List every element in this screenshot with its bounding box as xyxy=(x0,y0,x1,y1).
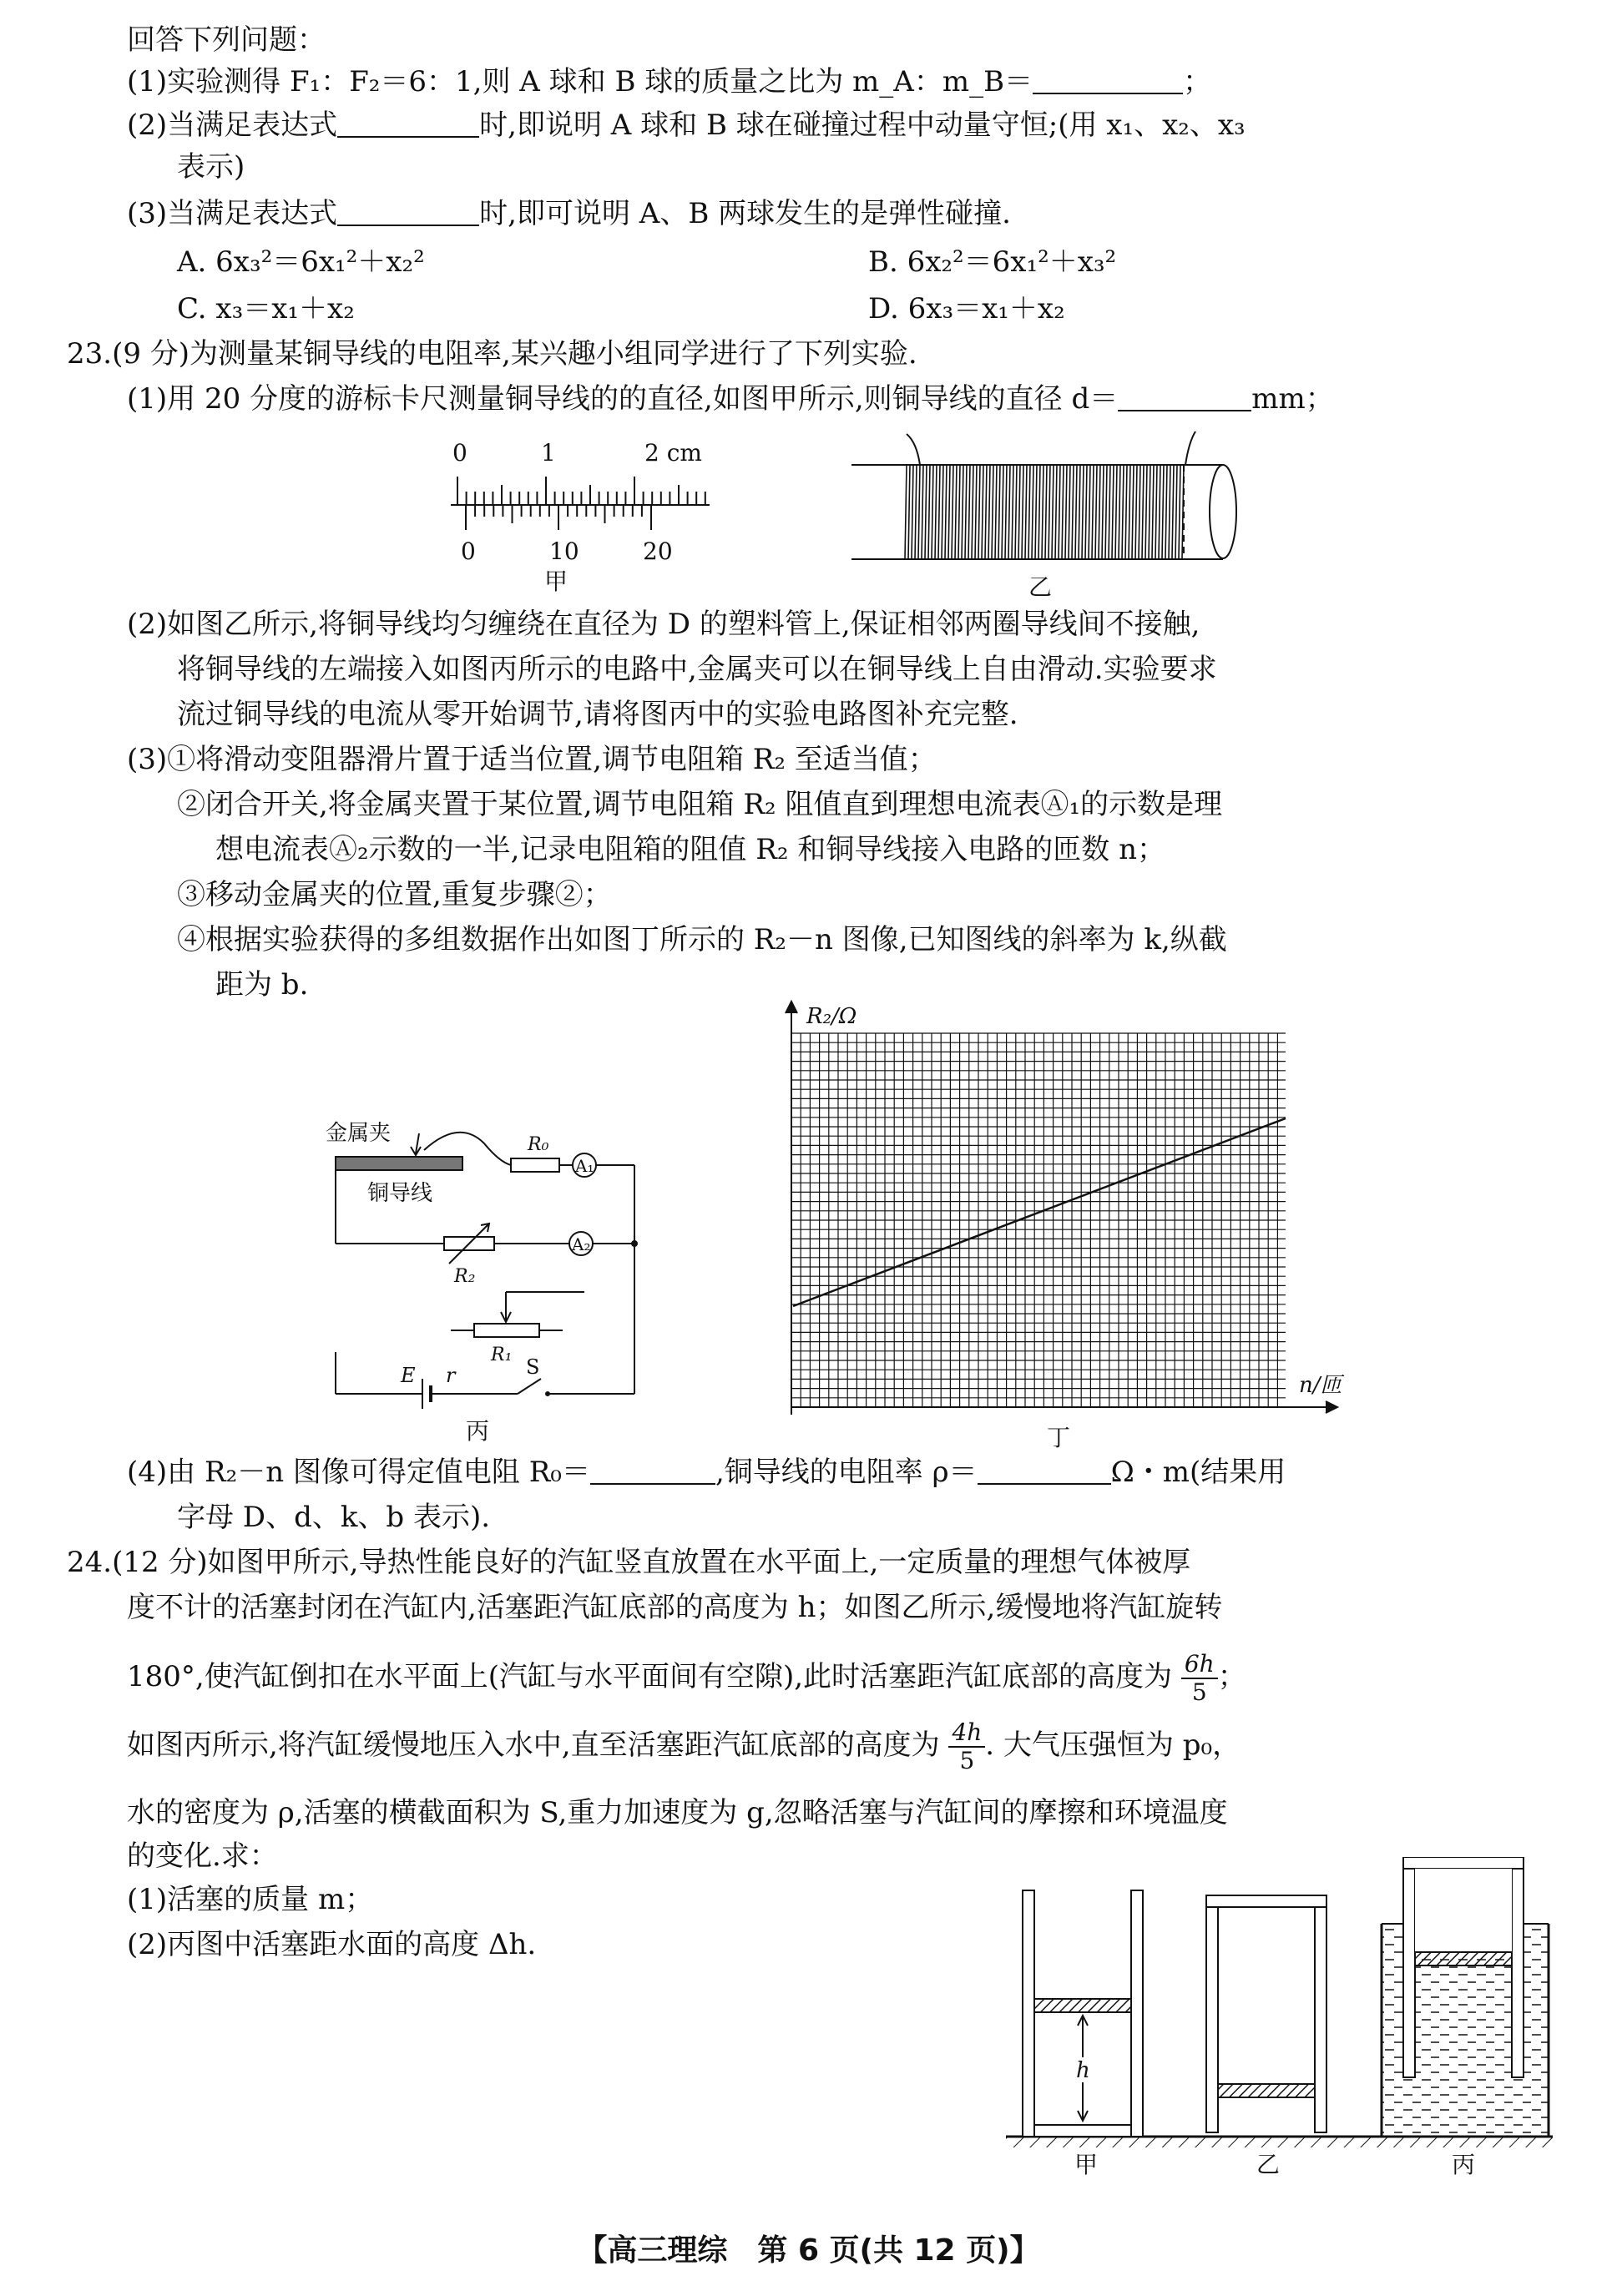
q22-part3-text2: 时,即可说明 A、B 两球发生的是弹性碰撞. xyxy=(479,197,1011,230)
q23-part4-text: (4)由 R₂－n 图像可得定值电阻 R₀＝ xyxy=(127,1456,590,1489)
scale-label: 0 xyxy=(452,439,467,467)
coil-winding xyxy=(938,465,940,559)
coil-winding xyxy=(1175,465,1177,559)
q24-line4-end: . 大气压强恒为 p₀， xyxy=(985,1728,1241,1762)
coil-winding xyxy=(1139,465,1140,559)
q23-part2-line1: (2)如图乙所示,将铜导线均匀缠绕在直径为 D 的塑料管上,保证相邻两圈导线间不接触, xyxy=(127,608,1200,641)
q22-part3 xyxy=(127,197,1011,230)
vernier-label: 20 xyxy=(643,537,673,565)
coil-winding xyxy=(978,465,980,559)
figure-caption: 乙 xyxy=(1256,2151,1281,2178)
coil-winding xyxy=(1055,465,1057,559)
coil-winding xyxy=(1145,465,1147,559)
cylinder-figures xyxy=(1006,1857,1557,2178)
q22-part1-end: ； xyxy=(1183,65,1212,98)
coil-winding xyxy=(908,465,910,559)
coil-winding xyxy=(982,465,983,559)
coil-winding xyxy=(1015,465,1017,559)
a1-label: A₁ xyxy=(575,1156,594,1176)
cylinder-upright xyxy=(1023,1890,1143,2137)
r1-label: R₁ xyxy=(491,1345,513,1365)
switch-label: S xyxy=(526,1355,540,1379)
coil-winding xyxy=(972,465,973,559)
q23-part1 xyxy=(127,382,1334,416)
answer-blank[interactable] xyxy=(978,1458,1111,1485)
coil-winding xyxy=(942,465,943,559)
q23-part3-line3: 想电流表Ⓐ₂示数的一半,记录电阻箱的阻值 R₂ 和铜导线接入电路的匝数 n； xyxy=(215,833,1165,866)
q23-part3-line1: (3)①将滑动变阻器滑片置于适当位置,调节电阻箱 R₂ 至适当值； xyxy=(127,743,937,776)
coil-winding xyxy=(935,465,937,559)
q23-part2-line2: 将铜导线的左端接入如图丙所示的电路中,金属夹可以在铜导线上自由滑动.实验要求 xyxy=(177,653,1217,686)
option-d: D. 6x₃＝x₁＋x₂ xyxy=(868,292,1065,325)
q24-line5: 水的密度为 ρ,活塞的横截面积为 S,重力加速度为 g,忽略活塞与汽缸间的摩擦和环境温度 xyxy=(127,1796,1228,1829)
figure-caption: 甲 xyxy=(544,568,568,593)
cylinder-inverted xyxy=(1206,1895,1326,2132)
coil-winding xyxy=(1162,465,1164,559)
coil-winding xyxy=(1155,465,1157,559)
coil-winding xyxy=(915,465,917,559)
piston xyxy=(1415,1952,1512,1965)
coil-winding xyxy=(1018,465,1020,559)
coil-winding xyxy=(965,465,967,559)
fraction-6h-5 xyxy=(1181,1651,1218,1706)
coil-winding xyxy=(1072,465,1074,559)
switch xyxy=(518,1379,541,1394)
coil-tube-figure xyxy=(843,421,1244,601)
coil-winding xyxy=(948,465,950,559)
coil-winding xyxy=(1095,465,1097,559)
coil-winding xyxy=(912,465,913,559)
copper-wire-label: 铜导线 xyxy=(367,1181,433,1206)
graph-grid xyxy=(791,1033,1286,1407)
fraction-4h-5 xyxy=(948,1719,985,1774)
coil-winding xyxy=(905,465,907,559)
coil-winding xyxy=(1082,465,1084,559)
fraction-denominator: 5 xyxy=(959,1747,975,1774)
fraction-denominator: 5 xyxy=(1191,1678,1207,1706)
coil-winding xyxy=(1065,465,1067,559)
x-axis-label: n/匝 xyxy=(1299,1373,1342,1398)
coil-winding xyxy=(945,465,947,559)
q23-part4-text3: Ω・m(结果用 xyxy=(1110,1456,1286,1489)
q22-part2 xyxy=(127,108,1246,142)
answer-blank[interactable] xyxy=(590,1458,715,1485)
q24-line3 xyxy=(127,1651,1246,1706)
answer-blank[interactable] xyxy=(1118,385,1251,411)
option-a: A. 6x₃²＝6x₁²＋x₂² xyxy=(177,245,425,279)
scale-label: 2 cm xyxy=(644,439,702,467)
coil-winding xyxy=(1062,465,1064,559)
coil-winding xyxy=(1045,465,1047,559)
coil-winding xyxy=(1152,465,1154,559)
q23-part1-unit: mm； xyxy=(1251,382,1334,416)
coil-winding xyxy=(985,465,987,559)
coil-winding xyxy=(1008,465,1010,559)
coil-winding xyxy=(1159,465,1160,559)
coil-winding xyxy=(928,465,930,559)
coil-winding xyxy=(1025,465,1027,559)
coil-winding xyxy=(1069,465,1070,559)
piston xyxy=(1218,2084,1315,2097)
cylinder-submerged xyxy=(1382,1857,1549,2137)
q22-intro: 回答下列问题： xyxy=(127,23,326,57)
coil-winding xyxy=(1109,465,1110,559)
q23-title: 23.(9 分)为测量某铜导线的电阻率,某兴趣小组同学进行了下列实验. xyxy=(67,337,917,371)
coil-winding xyxy=(1149,465,1150,559)
coil-winding xyxy=(998,465,1000,559)
coil-winding xyxy=(1052,465,1054,559)
vernier-scale-ticks xyxy=(466,505,651,530)
q24-line2: 度不计的活塞封闭在汽缸内,活塞距汽缸底部的高度为 h；如图乙所示,缓慢地将汽缸旋转 xyxy=(127,1591,1223,1624)
coil-winding xyxy=(1085,465,1087,559)
coil-winding xyxy=(1169,465,1170,559)
coil-winding xyxy=(1119,465,1120,559)
q22-part3-text: (3)当满足表达式 xyxy=(127,197,338,230)
coil-winding xyxy=(955,465,957,559)
q22-part1-text: (1)实验测得 F₁：F₂＝6：1,则 A 球和 B 球的质量之比为 m_A：m_B＝ xyxy=(127,65,1033,98)
fraction-numerator: 6h xyxy=(1181,1651,1218,1679)
coil-winding xyxy=(1112,465,1114,559)
coil-winding xyxy=(1032,465,1033,559)
emf-label: E xyxy=(401,1364,416,1387)
q24-line6: 的变化.求： xyxy=(127,1839,278,1873)
coil-winding xyxy=(1012,465,1013,559)
vernier-label: 10 xyxy=(549,537,579,565)
coil-winding xyxy=(1105,465,1107,559)
option-b: B. 6x₂²＝6x₁²＋x₃² xyxy=(868,245,1117,279)
a2-label: A₂ xyxy=(572,1234,591,1254)
coil-winding xyxy=(958,465,960,559)
q22-part2-cont: 表示) xyxy=(177,150,245,184)
copper-wire xyxy=(336,1157,462,1170)
figure-caption: 丙 xyxy=(1452,2151,1476,2178)
coil-winding xyxy=(1079,465,1080,559)
figure-caption: 乙 xyxy=(1028,573,1053,601)
coil-winding xyxy=(1038,465,1040,559)
coil-winding xyxy=(1002,465,1003,559)
coil-winding xyxy=(995,465,997,559)
coil-winding xyxy=(1179,465,1180,559)
main-scale-ticks xyxy=(457,477,705,505)
r2-label: R₂ xyxy=(454,1266,476,1287)
answer-blank[interactable] xyxy=(337,111,479,138)
fraction-numerator: 4h xyxy=(948,1719,985,1748)
q24-line3-text: 180°,使汽缸倒扣在水平面上(汽缸与水平面间有空隙),此时活塞距汽缸底部的高度为 xyxy=(127,1660,1173,1693)
answer-blank[interactable] xyxy=(337,199,479,226)
coil-winding xyxy=(992,465,993,559)
piston xyxy=(1034,1999,1131,2012)
figure-caption: 丙 xyxy=(466,1417,490,1445)
coil-winding xyxy=(1132,465,1134,559)
q24-line7: (1)活塞的质量 m； xyxy=(127,1883,374,1916)
coil-winding xyxy=(1049,465,1050,559)
q22-part2-text: (2)当满足表达式 xyxy=(127,108,338,142)
resistor-r0 xyxy=(511,1158,559,1172)
coil-winding xyxy=(1089,465,1090,559)
metal-clip-label: 金属夹 xyxy=(326,1121,392,1146)
r0-label: R₀ xyxy=(528,1134,549,1155)
q24-line8: (2)丙图中活塞距水面的高度 Δh. xyxy=(127,1928,537,1961)
coil-winding xyxy=(1102,465,1104,559)
figure-caption: 丁 xyxy=(1047,1424,1071,1451)
scale-label: 1 xyxy=(541,439,556,467)
coil-winding xyxy=(925,465,927,559)
q24-line4-text: 如图丙所示,将汽缸缓慢地压入水中,直至活塞距汽缸底部的高度为 xyxy=(127,1728,940,1762)
coil-winding xyxy=(975,465,977,559)
q23-part4-text2: ,铜导线的电阻率 ρ＝ xyxy=(715,1456,978,1489)
coil-winding xyxy=(1122,465,1124,559)
q24-line4 xyxy=(127,1719,1241,1774)
q22-part2-text2: 时,即说明 A 球和 B 球在碰撞过程中动量守恒;(用 x₁、x₂、x₃ xyxy=(479,108,1246,142)
q24-line3-end: ； xyxy=(1217,1660,1246,1693)
coil-winding xyxy=(1028,465,1030,559)
option-c: C. x₃＝x₁＋x₂ xyxy=(177,292,355,325)
coil-winding xyxy=(1042,465,1043,559)
q23-part1-text: (1)用 20 分度的游标卡尺测量铜导线的的直径,如图甲所示,则铜导线的直径 d＝ xyxy=(127,382,1119,416)
q23-part4-line1 xyxy=(127,1456,1286,1489)
internal-resistance-label: r xyxy=(446,1364,456,1387)
r2-n-graph xyxy=(751,993,1352,1461)
vernier-caliper-figure xyxy=(434,434,718,593)
coil-winding xyxy=(988,465,990,559)
circuit-diagram xyxy=(317,1110,668,1461)
y-axis-label: R₂/Ω xyxy=(806,1004,857,1029)
coil-winding xyxy=(1135,465,1137,559)
figure-caption: 甲 xyxy=(1074,2151,1099,2178)
rheostat-r1 xyxy=(474,1324,539,1337)
coil-winding xyxy=(952,465,953,559)
vernier-label: 0 xyxy=(461,537,476,565)
coil-winding xyxy=(1005,465,1007,559)
coil-windings xyxy=(905,465,1184,559)
height-label: h xyxy=(1076,2058,1090,2083)
coil-winding xyxy=(1125,465,1127,559)
coil-winding xyxy=(968,465,970,559)
page-footer: 【高三理综 第 6 页(共 12 页)】 xyxy=(577,2233,1040,2268)
coil-winding xyxy=(932,465,933,559)
q23-part3-line5: ④根据实验获得的多组数据作出如图丁所示的 R₂－n 图像,已知图线的斜率为 k,纵截 xyxy=(177,923,1227,956)
coil-winding xyxy=(1075,465,1077,559)
q22-part1 xyxy=(127,65,1211,98)
q23-part3-line6: 距为 b. xyxy=(215,968,309,1002)
coil-winding xyxy=(1035,465,1037,559)
coil-winding xyxy=(962,465,963,559)
coil-winding xyxy=(1172,465,1174,559)
coil-winding xyxy=(1142,465,1144,559)
coil-winding xyxy=(918,465,920,559)
coil-winding xyxy=(1099,465,1100,559)
q23-part4-line2: 字母 D、d、k、b 表示). xyxy=(177,1501,491,1534)
coil-winding xyxy=(922,465,923,559)
coil-winding xyxy=(1059,465,1060,559)
coil-winding xyxy=(1092,465,1094,559)
q23-part2-line3: 流过铜导线的电流从零开始调节,请将图丙中的实验电路图补充完整. xyxy=(177,698,1018,731)
coil-winding xyxy=(1165,465,1167,559)
coil-winding xyxy=(1022,465,1023,559)
coil-winding xyxy=(1129,465,1130,559)
q23-part3-line4: ③移动金属夹的位置,重复步骤②； xyxy=(177,878,612,911)
q23-part3-line2: ②闭合开关,将金属夹置于某位置,调节电阻箱 R₂ 阻值直到理想电流表Ⓐ₁的示数是理 xyxy=(177,788,1223,821)
q24-line1: 24.(12 分)如图甲所示,导热性能良好的汽缸竖直放置在水平面上,一定质量的理想气体被厚 xyxy=(67,1546,1191,1579)
answer-blank[interactable] xyxy=(1033,68,1183,94)
coil-winding xyxy=(1115,465,1117,559)
